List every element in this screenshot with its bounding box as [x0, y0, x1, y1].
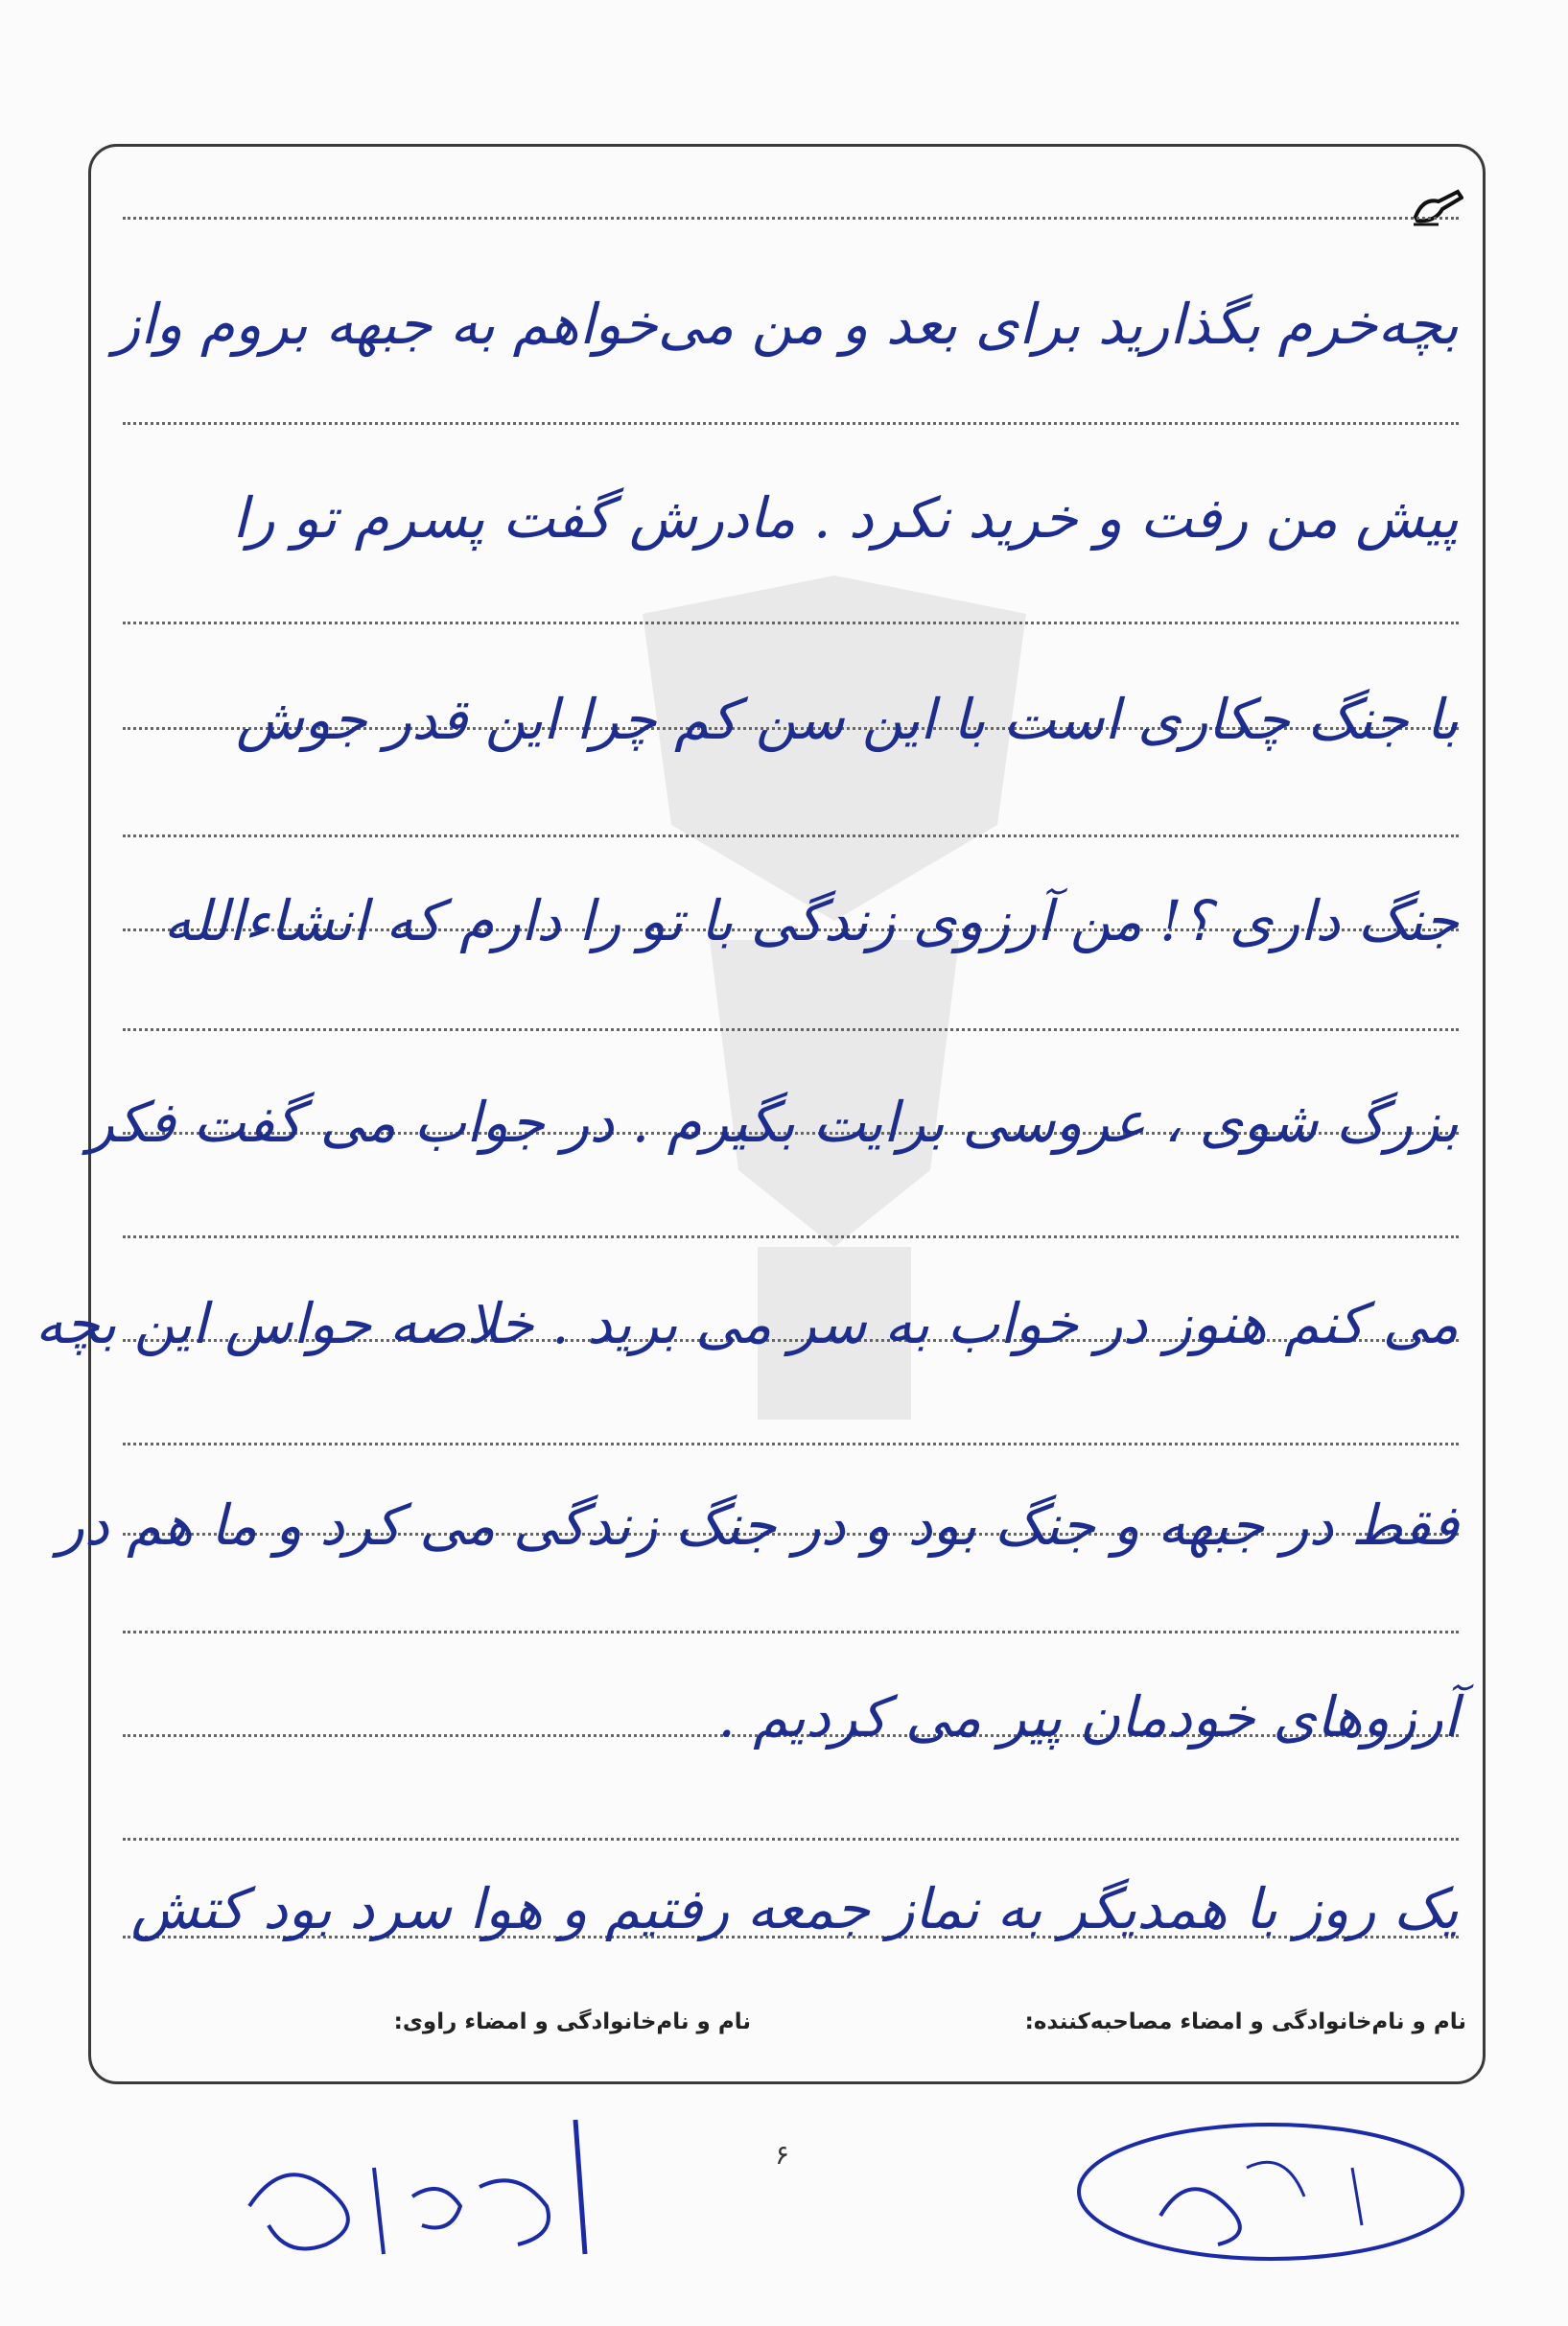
handwritten-line: فقط در جبهه و جنگ بود و در جنگ زندگی می کرد و ما هم در	[57, 1492, 1459, 1558]
handwritten-line: بزرگ شوی ، عروسی برایت بگیرم . در جواب می گفت فکر	[87, 1090, 1459, 1155]
ruled-line	[123, 834, 1459, 837]
handwritten-line: می کنم هنوز در خواب به سر می برید . خلاصه حواس این بچه	[35, 1291, 1459, 1356]
handwritten-line: پیش من رفت و خرید نکرد . مادرش گفت پسرم تو را	[232, 485, 1459, 551]
pen-writing-icon	[1410, 188, 1463, 226]
handwritten-line: بچه‌خرم بگذارید برای بعد و من می‌خواهم به جبهه بروم واز	[113, 292, 1459, 357]
narrator-signature-label: نام و نام‌خانوادگی و امضاء راوی:	[393, 2009, 751, 2034]
handwritten-line: یک روز با همدیگر به نماز جمعه رفتیم و هوا سرد بود کتش	[130, 1876, 1459, 1941]
interviewer-signature	[1065, 2110, 1477, 2273]
ruled-line	[123, 1028, 1459, 1031]
ruled-line	[123, 217, 1459, 220]
ruled-line	[123, 1838, 1459, 1841]
narrator-signature	[230, 2091, 633, 2283]
handwritten-line: جنگ داری ؟! من آرزوی زندگی با تو را دارم که انشاءالله	[163, 888, 1459, 953]
ruled-line	[123, 1443, 1459, 1445]
page-number: ۶	[775, 2139, 790, 2171]
ruled-line	[123, 1631, 1459, 1633]
ruled-line	[123, 622, 1459, 624]
ruled-line	[123, 1235, 1459, 1238]
ruled-line	[123, 422, 1459, 425]
handwritten-line: با جنگ چکاری است با این سن کم چرا این قدر جوش	[236, 687, 1459, 752]
interviewer-signature-label: نام و نام‌خانوادگی و امضاء مصاحبه‌کننده:	[1024, 2009, 1466, 2034]
handwritten-line: آرزوهای خودمان پیر می کردیم .	[717, 1684, 1459, 1750]
